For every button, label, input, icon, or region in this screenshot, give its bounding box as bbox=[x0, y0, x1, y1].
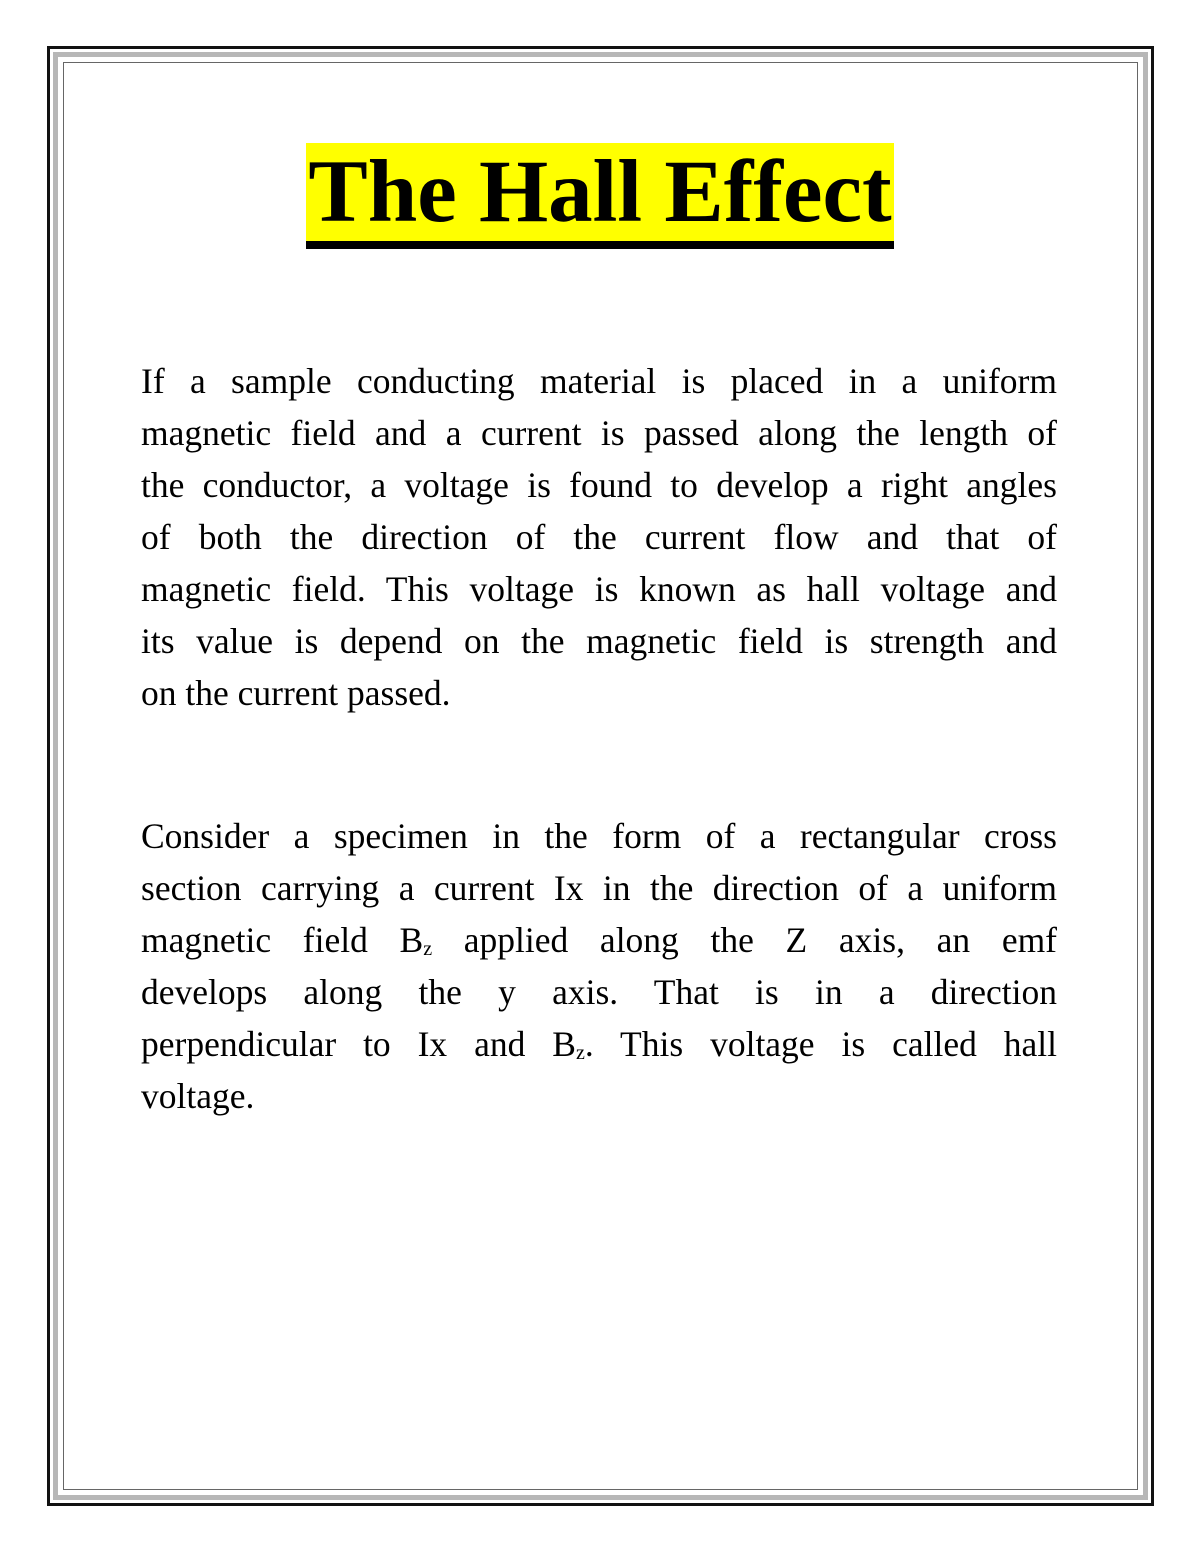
paragraph-line: develops along the y axis. That is in a direction bbox=[141, 972, 1057, 1012]
paragraph-line: its value is depend on the magnetic field is strength and bbox=[141, 621, 1057, 661]
title-container bbox=[0, 143, 1200, 249]
line-text: . This voltage is called hall bbox=[584, 1024, 1058, 1064]
line-text: magnetic field B bbox=[141, 920, 424, 960]
paragraph-line: Consider a specimen in the form of a rectangular cross bbox=[141, 816, 1057, 856]
paragraph-line: on the current passed. bbox=[141, 673, 451, 713]
subscript-z: z bbox=[575, 1042, 585, 1064]
line-text: applied along the Z axis, an emf bbox=[432, 920, 1058, 960]
paragraph-consider bbox=[141, 810, 1057, 1122]
paragraph-line-bz bbox=[141, 1018, 1057, 1070]
paragraph-line: magnetic field and a current is passed along the length of bbox=[141, 413, 1057, 453]
page-border bbox=[47, 46, 1154, 1506]
paragraph-line: magnetic field. This voltage is known as hall voltage and bbox=[141, 569, 1057, 609]
page-border-inner bbox=[63, 62, 1138, 1490]
line-text: perpendicular to Ix and B bbox=[141, 1024, 576, 1064]
paragraph-line: If a sample conducting material is placed in a uniform bbox=[141, 361, 1057, 401]
subscript-z: z bbox=[423, 938, 433, 960]
paragraph-line: the conductor, a voltage is found to develop a right angles bbox=[141, 465, 1057, 505]
paragraph-line: of both the direction of the current flow and that of bbox=[141, 517, 1057, 557]
paragraph-line: section carrying a current Ix in the direction of a uniform bbox=[141, 868, 1057, 908]
page-title: The Hall Effect bbox=[306, 143, 893, 249]
paragraph-line: voltage. bbox=[141, 1076, 255, 1116]
page-border-gray bbox=[53, 52, 1148, 1500]
paragraph-intro bbox=[141, 355, 1057, 719]
paragraph-line-bz bbox=[141, 914, 1057, 966]
